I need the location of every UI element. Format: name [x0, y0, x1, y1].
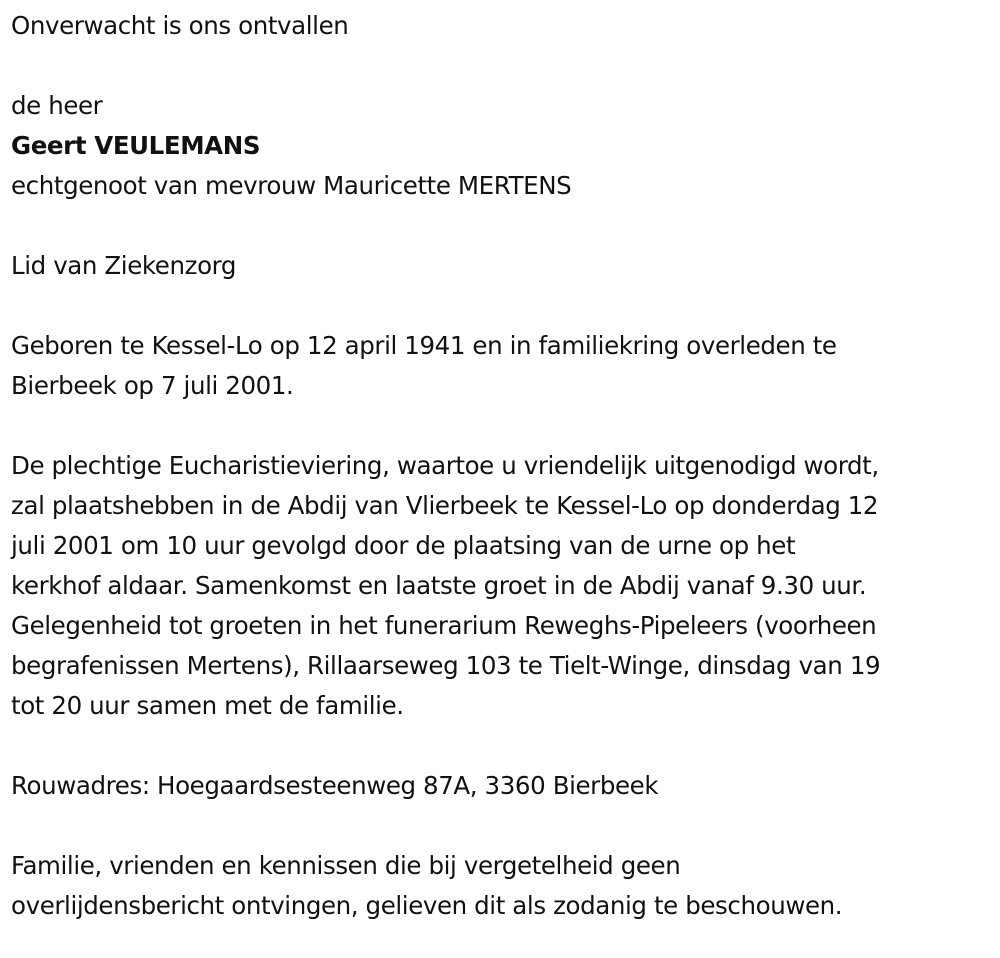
spacer — [11, 726, 996, 766]
spouse-line: echtgenoot van mevrouw Mauricette MERTENS — [11, 171, 572, 200]
membership-line: Lid van Ziekenzorg — [11, 251, 237, 280]
ceremony-paragraph — [11, 446, 996, 726]
closing-paragraph — [11, 846, 996, 926]
paragraph-line: Familie, vrienden en kennissen die bij vergetelheid geen — [11, 851, 681, 880]
spacer — [11, 406, 996, 446]
paragraph-line: juli 2001 om 10 uur gevolgd door de plaatsing van de urne op het — [11, 531, 796, 560]
paragraph-line: kerkhof aldaar. Samenkomst en laatste groet in de Abdij vanaf 9.30 uur. — [11, 571, 867, 600]
salutation: de heer — [11, 91, 103, 120]
spacer — [11, 286, 996, 326]
paragraph-line: De plechtige Eucharistieviering, waartoe u vriendelijk uitgenodigd wordt, — [11, 451, 879, 480]
paragraph-line: tot 20 uur samen met de familie. — [11, 691, 404, 720]
intro-line: Onverwacht is ons ontvallen — [11, 11, 349, 40]
paragraph-line: begrafenissen Mertens), Rillaarseweg 103 te Tielt-Winge, dinsdag van 19 — [11, 651, 881, 680]
paragraph-line: zal plaatshebben in de Abdij van Vlierbeek te Kessel-Lo op donderdag 12 — [11, 491, 879, 520]
spacer — [11, 206, 996, 246]
paragraph-line: Bierbeek op 7 juli 2001. — [11, 371, 294, 400]
paragraph-line: Gelegenheid tot groeten in het funerarium Reweghs-Pipeleers (voorheen — [11, 611, 877, 640]
birth-death-paragraph — [11, 326, 996, 406]
spacer — [11, 806, 996, 846]
deceased-name: Geert VEULEMANS — [11, 131, 261, 160]
paragraph-line: Geboren te Kessel-Lo op 12 april 1941 en in familiekring overleden te — [11, 331, 837, 360]
mourning-address: Rouwadres: Hoegaardsesteenweg 87A, 3360 Bierbeek — [11, 771, 659, 800]
paragraph-line: overlijdensbericht ontvingen, gelieven dit als zodanig te beschouwen. — [11, 891, 843, 920]
obituary-notice — [11, 6, 996, 926]
spacer — [11, 46, 996, 86]
